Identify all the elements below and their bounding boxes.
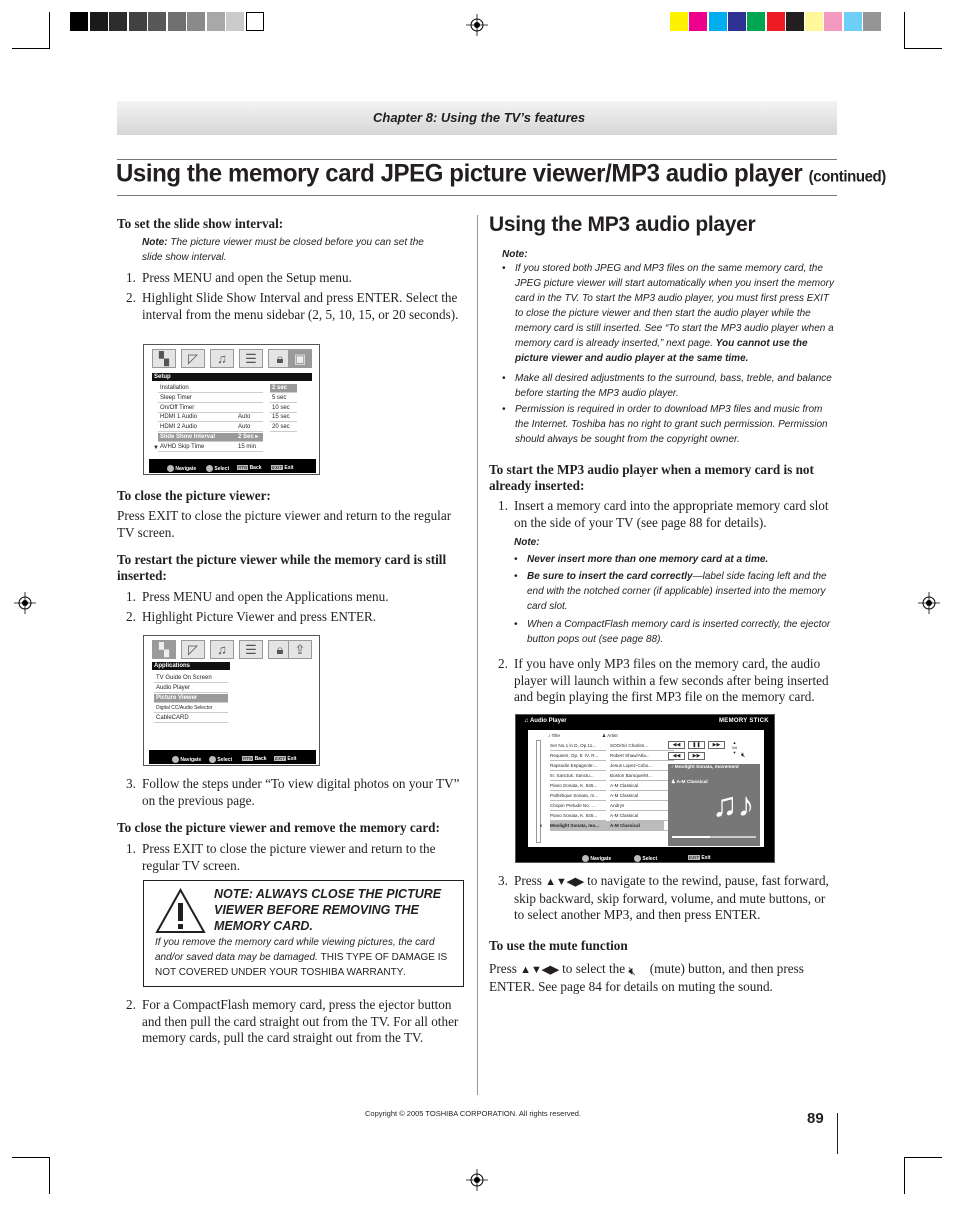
registration-mark-top [466, 14, 488, 36]
artist-column-header: ♟ Artist [602, 733, 618, 738]
memory-stick-logo: MEMORY STICK [719, 718, 769, 724]
setup-menu-item-value: Auto [238, 424, 251, 431]
track-title: Rapsodie Espagnole:... [550, 761, 606, 771]
registration-mark-left [14, 592, 36, 614]
track-row[interactable] [550, 761, 664, 771]
track-row[interactable] [550, 771, 664, 781]
interval-option[interactable]: 20 sec [270, 423, 297, 432]
tv-icon: ◸ [181, 349, 205, 368]
page-number: 89 [807, 1110, 824, 1127]
step-number: 2. [126, 997, 136, 1012]
pause-button[interactable]: ❚❚ [688, 741, 705, 749]
bullet: • [502, 404, 506, 415]
back-key-icon: RTN [243, 756, 253, 761]
menu-status-bar: Navigate Select RTN Back EXIT Exit [149, 750, 316, 764]
step-number: 2. [126, 290, 136, 305]
track-row[interactable] [550, 741, 664, 751]
setup-menu-item-label: HDMI 1 Audio [160, 414, 198, 421]
step-number: 2. [498, 656, 508, 671]
gray-swatch [148, 12, 166, 31]
start-player-heading: To start the MP3 audio player when a memory card is not already inserted: [489, 462, 814, 493]
setup-menu-item[interactable] [158, 433, 263, 442]
lock-icon: 🔒︎ [268, 640, 292, 659]
music-icon: ♫ [210, 640, 234, 659]
now-playing-title: ♪ Moolight Sonata, movement [671, 765, 739, 770]
interval-option[interactable]: 10 sec [270, 404, 297, 413]
applications-menu-screenshot [143, 635, 320, 766]
setup-menu-item[interactable] [158, 384, 263, 393]
navigate-icon [167, 465, 174, 472]
track-artist: Robert Shaw/Atla... [610, 751, 674, 761]
title-column-header: ♪ Title [548, 733, 561, 738]
gray-swatch [246, 12, 264, 31]
track-artist: A-M Classical [610, 811, 674, 821]
section-title: Using the MP3 audio player [489, 213, 756, 236]
gray-swatch [187, 12, 205, 31]
note-label: Note: [502, 249, 528, 260]
step-text: Highlight Slide Show Interval and press ENTER. Select the interval from the menu sidebar (2, 5, 10, 15, or 20 seconds). [142, 290, 459, 322]
gray-swatch [226, 12, 244, 31]
page-title: Using the memory card JPEG picture viewer/MP3 audio player (continued) [116, 159, 886, 188]
interval-option[interactable]: 2 sec [270, 384, 297, 393]
select-icon [634, 855, 641, 862]
registration-mark-bottom [466, 1169, 488, 1191]
mute-text: Press ▲▼◀▶ to select the 🔇︎ (mute) button, and then press ENTER. See page 84 for details on muting the sound. [489, 961, 804, 994]
setup-menu-item-value: Auto [238, 414, 251, 421]
setup-menu-item[interactable] [158, 394, 263, 403]
caution-box [143, 880, 464, 987]
step-text: For a CompactFlash memory card, press the ejector button and then pull the card straight out from the TV. For all other memory cards, pull the card straight out from the TV. [142, 997, 459, 1045]
now-playing-artist: ♟ A-M Classical [671, 780, 708, 785]
audio-status-bar: Navigate Select EXIT Exit [516, 849, 774, 863]
step-text: Press MENU and open the Setup menu. [142, 270, 352, 285]
step-text: Follow the steps under “To view digital photos on your TV” on the previous page. [142, 776, 460, 808]
volume-button[interactable]: ▲ Vol ▼ [731, 740, 738, 755]
gray-swatch [168, 12, 186, 31]
setup-menu-item-value: 15 min [238, 443, 257, 450]
applications-menu-item[interactable]: Picture Viewer [154, 694, 228, 703]
color-swatch [805, 12, 823, 31]
rewind-button[interactable]: ◀◀ [668, 741, 685, 749]
gray-swatch [129, 12, 147, 31]
column-divider [477, 215, 478, 1095]
track-title: Pathétique Sonata, m... [550, 791, 606, 801]
navigate-icon [582, 855, 589, 862]
caution-title: NOTE: ALWAYS CLOSE THE PICTURE VIEWER BEFORE REMOVING THE MEMORY CARD. [214, 887, 442, 933]
interval-option[interactable]: 5 sec [270, 394, 297, 403]
select-icon [206, 465, 213, 472]
applications-menu-item[interactable]: TV Guide On Screen [154, 674, 228, 683]
navigate-icon [172, 756, 179, 763]
setup-menu-item-label: AVHD Skip Time [160, 443, 205, 450]
track-artist: Andrys [610, 801, 674, 811]
track-artist: A-M Classical [610, 791, 674, 801]
upload-icon: ⇪ [288, 640, 312, 659]
step-number: 3. [126, 776, 136, 791]
registration-mark-right [918, 592, 940, 614]
step-text: Highlight Picture Viewer and press ENTER. [142, 609, 377, 624]
step-text: Insert a memory card into the appropriate memory card slot on the side of your TV (see page 88 for details). [514, 498, 829, 530]
mute-icon: 🔇︎ [628, 964, 636, 978]
step-number: 2. [126, 609, 136, 624]
setup-menu-screenshot [143, 344, 320, 475]
bullet: • [514, 619, 518, 630]
setup-menu-item-label: Sleep Timer [160, 394, 193, 401]
slide-interval-note: Note: The picture viewer must be closed before you can set the slide show interval. [142, 237, 424, 263]
restart-viewer-heading: To restart the picture viewer while the memory card is still inserted: [117, 552, 447, 583]
applications-menu-item[interactable]: Digital CC/Audio Selector [154, 704, 228, 713]
track-title: Piano Sonata, K. 545... [550, 781, 606, 791]
step-text: If you have only MP3 files on the memory card, the audio player will launch within a few seconds after being inserted and begin playing the first MP3 file on the memory card. [514, 656, 829, 704]
skip-forward-button[interactable]: ▶▶ [688, 752, 705, 760]
note-item: When a CompactFlash memory card is inserted correctly, the ejector button pops out (see page 88). [527, 619, 831, 645]
color-swatch [863, 12, 881, 31]
bullet: • [502, 263, 506, 274]
pic-icon: ▚ [152, 640, 176, 659]
color-swatch [670, 12, 688, 31]
color-swatch [747, 12, 765, 31]
track-row[interactable] [550, 751, 664, 761]
music-notes-icon: ♫♪ [712, 787, 755, 824]
color-swatch [786, 12, 804, 31]
step-text: Press EXIT to close the picture viewer and return to the regular TV screen. [142, 841, 436, 873]
note-item: Never insert more than one memory card at a time. [527, 554, 769, 565]
copyright: Copyright © 2005 TOSHIBA CORPORATION. All rights reserved. [365, 1109, 582, 1118]
bullet: • [514, 554, 518, 565]
exit-key-icon: EXIT [689, 855, 700, 860]
setup-menu-item-label: Installation [160, 385, 189, 391]
list-icon: ☰ [239, 349, 263, 368]
color-swatch [709, 12, 727, 31]
track-artist: SOO/Sir Charles... [610, 741, 674, 751]
gray-swatch [207, 12, 225, 31]
setup-menu-item-label: Slide Show Interval [160, 434, 216, 440]
step-number: 1. [126, 589, 136, 604]
arrow-keys-icon: ▲▼◀▶ [520, 964, 559, 976]
color-swatch [689, 12, 707, 31]
mute-heading: To use the mute function [489, 938, 628, 953]
gray-swatch [109, 12, 127, 31]
step-number: 3. [498, 873, 508, 888]
exit-key-icon: EXIT [275, 756, 286, 761]
slide-interval-heading: To set the slide show interval: [117, 216, 284, 231]
transport-controls [668, 740, 752, 764]
setup-menu-item-label: On/Off Timer [160, 404, 195, 411]
progress-track [672, 836, 756, 838]
setup-menu-item[interactable] [158, 404, 263, 413]
color-swatch [844, 12, 862, 31]
remove-card-heading: To close the picture viewer and remove the memory card: [117, 820, 440, 835]
menu-status-bar: Navigate Select RTN Back EXIT Exit [149, 459, 316, 473]
track-row[interactable] [550, 791, 664, 801]
setup-menu-item-value: 2 Sec ▸ [238, 434, 259, 440]
step-number: 1. [126, 270, 136, 285]
gray-swatch [70, 12, 88, 31]
gray-swatch [90, 12, 108, 31]
close-viewer-heading: To close the picture viewer: [117, 488, 271, 503]
setup-menu-item-label: HDMI 2 Audio [160, 424, 198, 431]
title-rule-bottom [117, 195, 837, 196]
step-text: Press MENU and open the Applications menu. [142, 589, 389, 604]
note-item: Make all desired adjustments to the surround, bass, treble, and balance before starting the MP3 audio player. [515, 373, 832, 399]
color-swatch [728, 12, 746, 31]
warning-icon [155, 888, 206, 934]
color-swatch [824, 12, 842, 31]
pic-icon: ▚ [152, 349, 176, 368]
setup-menu-item[interactable] [158, 423, 263, 432]
note-item: If you stored both JPEG and MP3 files on the same memory card, the JPEG picture viewer will start automatically when you insert the memory card in the TV. To start the MP3 audio player, you must first press EXIT to close the picture viewer and then start the audio player while the memory card is still inserted. See “To start the MP3 audio player when a memory card is already inserted,” next page. You cannot use the picture viewer and audio player at the same time. [515, 263, 835, 364]
setup-menu-item[interactable] [158, 413, 263, 422]
note-item: Permission is required in order to download MP3 files and music from the Internet. Toshiba has no right to grant such permission. Permission should always be sought from the copyright owner. [515, 404, 828, 445]
caution-text: If you remove the memory card while viewing pictures, the card and/or saved data may be damaged. THIS TYPE OF DAMAGE IS NOT COVERED UNDER YOUR TOSHIBA WARRANTY. [155, 937, 448, 978]
fast-forward-button[interactable]: ▶▶ [708, 741, 725, 749]
music-note-icon: ♫ [524, 718, 529, 724]
menu-title: Applications [152, 662, 230, 670]
track-artist: Jesus Lopez-Cobo... [610, 761, 674, 771]
exit-key-icon: EXIT [272, 465, 283, 470]
progress-fill [672, 836, 710, 838]
track-title: Chopin Prelude No. ... [550, 801, 606, 811]
setup-menu-item[interactable] [158, 443, 263, 452]
tv-icon: ◸ [181, 640, 205, 659]
chapter-title: Chapter 8: Using the TV’s features [373, 110, 586, 125]
now-playing-panel [668, 764, 760, 846]
track-title: Requiem, Op. 5: IV. R... [550, 751, 606, 761]
track-title: Moolight Sonata, mo... [550, 821, 606, 831]
applications-menu-item[interactable]: Audio Player [154, 684, 228, 693]
footer-rule [837, 1113, 838, 1154]
color-swatch [767, 12, 785, 31]
applications-icon: ▣ [288, 349, 312, 368]
scroll-down-icon: ▼ [153, 445, 159, 451]
speaker-icon: 🔈︎ [540, 823, 543, 828]
mute-button[interactable]: 🔇︎ [741, 751, 746, 759]
list-icon: ☰ [239, 640, 263, 659]
track-artist: A-M Classical [610, 821, 674, 831]
select-icon [209, 756, 216, 763]
track-row[interactable] [550, 781, 664, 791]
step-number: 1. [126, 841, 136, 856]
track-row[interactable] [540, 821, 664, 831]
note-item: Be sure to insert the card correctly—label side facing left and the end with the notched corner (if applicable) inserted into the memory card slot. [527, 571, 827, 612]
close-viewer-text: Press EXIT to close the picture viewer and return to the regular TV screen. [117, 508, 452, 540]
music-icon: ♫ [210, 349, 234, 368]
track-row[interactable] [550, 811, 664, 821]
track-title: Piano Sonata, K. 545... [550, 811, 606, 821]
menu-title: Setup [152, 373, 312, 381]
track-title: III. Sanctus: Sanctu... [550, 771, 606, 781]
applications-menu-item[interactable]: CableCARD [154, 714, 228, 723]
step-text: Press ▲▼◀▶ to navigate to the rewind, pause, fast forward, skip backward, skip forward, volume, and mute buttons, or to select another MP3, and then press ENTER. [514, 873, 829, 922]
track-artist: A-M Classical [610, 781, 674, 791]
back-key-icon: RTN [238, 465, 248, 470]
track-row[interactable] [550, 801, 664, 811]
lock-icon: 🔒︎ [268, 349, 292, 368]
bullet: • [514, 571, 518, 582]
arrow-keys-icon: ▲▼◀▶ [545, 876, 584, 888]
track-title: Ser No.1 in D, Op.11... [550, 741, 606, 751]
audio-player-panel [528, 730, 764, 847]
bullet: • [502, 373, 506, 384]
audio-player-title: ♫ Audio Player [524, 718, 567, 724]
interval-option[interactable]: 15 sec [270, 413, 297, 422]
step-number: 1. [498, 498, 508, 513]
skip-back-button[interactable]: ◀◀ [668, 752, 685, 760]
audio-player-screenshot [515, 714, 775, 863]
track-artist: Boston Baroque/M... [610, 771, 674, 781]
note-label: Note: [514, 537, 540, 548]
